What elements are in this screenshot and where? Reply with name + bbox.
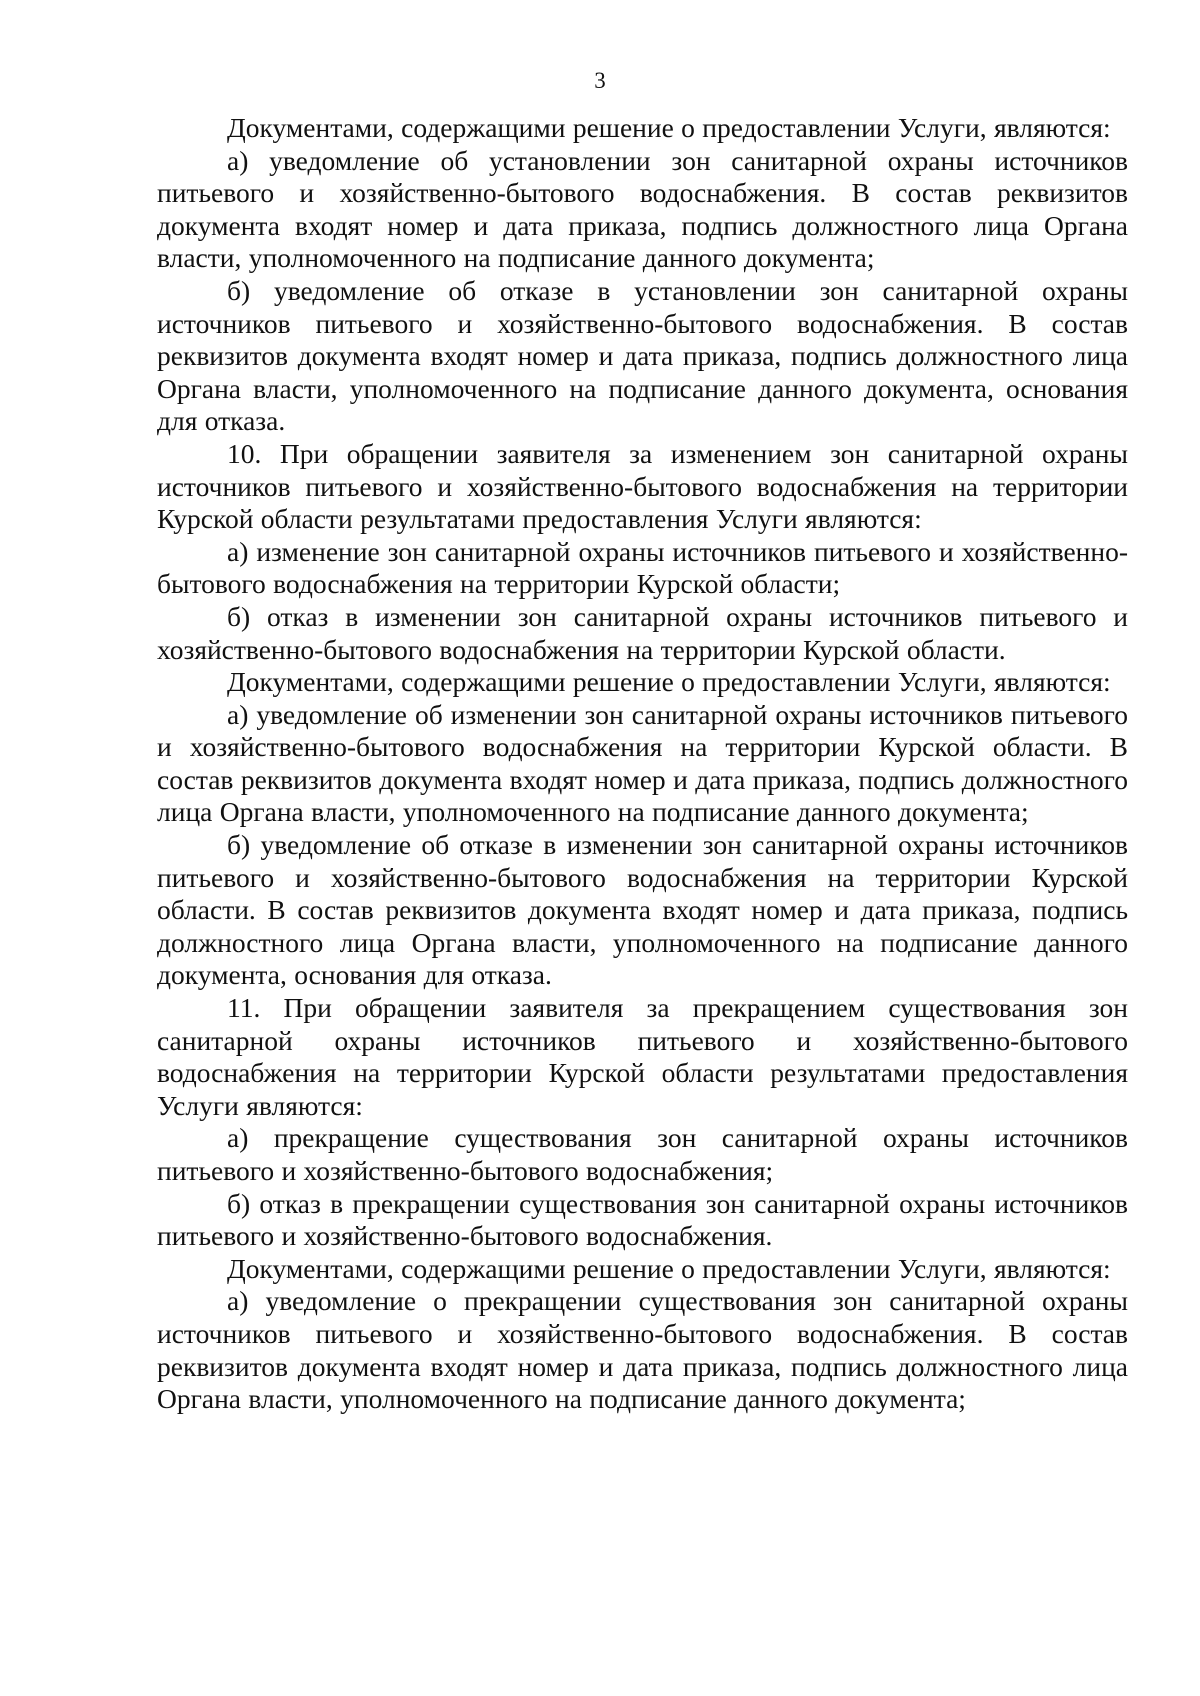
paragraph-documents-intro-1: Документами, содержащими решение о предоставлении Услуги, являются: [227,112,1111,143]
paragraph-11b-termination-refusal: б) отказ в прекращении существования зон санитарной охраны источников питьевого и хозяйственно-бытового водоснабжения. [157,1187,1128,1252]
page-number: 3 [594,68,606,93]
paragraph-10a-notice-change: а) уведомление об изменении зон санитарной охраны источников питьевого и хозяйственно-бытового водоснабжения на территории Курской области. В состав реквизитов документа входят номер и дата приказа, подпись должностного лица Органа власти, уполномоченного на подписание данного документа; [157,698,1128,828]
document-body [157,112,1128,1416]
paragraph-10a-change: а) изменение зон санитарной охраны источников питьевого и хозяйственно-бытового водоснабжения на территории Курской области; [157,535,1128,600]
paragraph-10-change-request: 10. При обращении заявителя за изменением зон санитарной охраны источников питьевого и хозяйственно-бытового водоснабжения на территории Курской области результатами предоставления Услуги являются: [157,437,1128,535]
paragraph-documents-intro-3: Документами, содержащими решение о предоставлении Услуги, являются: [227,1252,1111,1284]
paragraph-11a-notice-termination: а) уведомление о прекращении существования зон санитарной охраны источников питьевого и хозяйственно-бытового водоснабжения. В состав реквизитов документа входят номер и дата приказа, подпись должностного лица Органа власти, уполномоченного на подписание данного документа; [157,1285,1128,1415]
paragraph-10b-notice-change-refusal: б) уведомление об отказе в изменении зон санитарной охраны источников питьевого и хозяйственно-бытового водоснабжения на территории Курской области. В состав реквизитов документа входят номер и дата приказа, подпись должностного лица Органа власти, уполномоченного на подписание данного документа, основания для отказа. [157,829,1128,991]
paragraph-9b-notice-refusal: б) уведомление об отказе в установлении зон санитарной охраны источников питьевого и хозяйственно-бытового водоснабжения. В состав реквизитов документа входят номер и дата приказа, подпись должностного лица Органа власти, уполномоченного на подписание данного документа, основания для отказа. [157,274,1128,437]
paragraph-11-termination-request: 11. При обращении заявителя за прекращением существования зон санитарной охраны источников питьевого и хозяйственно-бытового водоснабжения на территории Курской области результатами предоставления Услуги являются: [157,992,1128,1121]
paragraph-10b-change-refusal: б) отказ в изменении зон санитарной охраны источников питьевого и хозяйственно-бытового водоснабжения на территории Курской области. [157,600,1128,665]
paragraph-documents-intro-2: Документами, содержащими решение о предоставлении Услуги, являются: [227,666,1111,698]
paragraph-9a-notice-establishment: а) уведомление об установлении зон санитарной охраны источников питьевого и хозяйственно-бытового водоснабжения. В состав реквизитов документа входят номер и дата приказа, подпись должностного лица Органа власти, уполномоченного на подписание данного документа; [157,144,1128,274]
paragraph-11a-termination: а) прекращение существования зон санитарной охраны источников питьевого и хозяйственно-бытового водоснабжения; [157,1122,1128,1186]
